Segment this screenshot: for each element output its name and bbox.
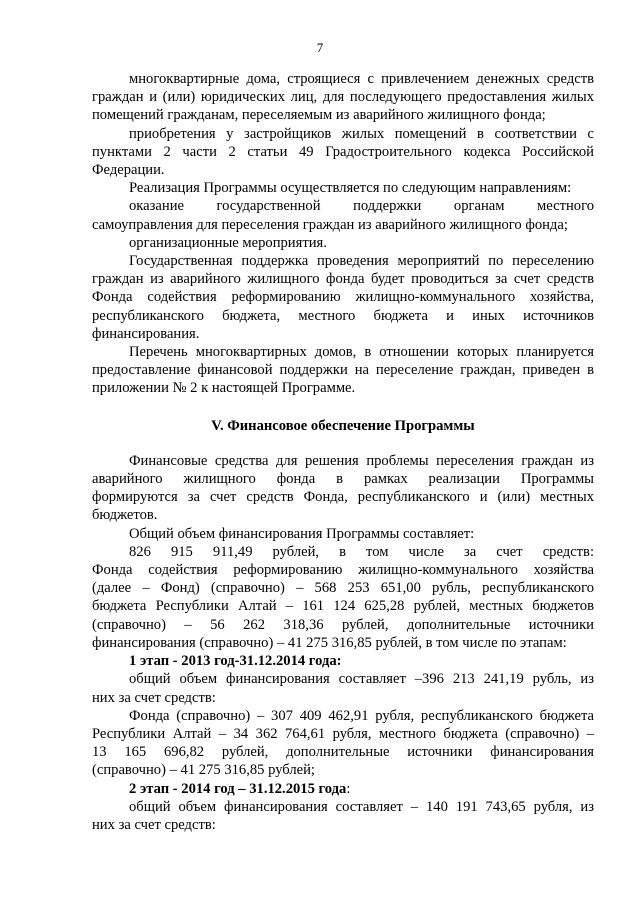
paragraph-line: Фонда содействия реформированию жилищно-коммунального хозяйства — [92, 562, 594, 579]
document-body — [92, 70, 594, 834]
paragraph-line: Фонда содействия реформированию жилищно-коммунального хозяйства, — [92, 289, 594, 306]
paragraph-line: 826 915 911,49 рублей, в том числе за счет средств: — [129, 543, 594, 560]
paragraph-line: самоуправления для переселения граждан из аварийного жилищного фонда; — [92, 216, 568, 233]
paragraph-line: пунктами 2 части 2 статьи 49 Градостроительного кодекса Российской — [92, 143, 594, 160]
paragraph-line: Фонда (справочно) – 307 409 462,91 рубля, республиканского бюджета — [129, 707, 594, 724]
paragraph-line: 2 этап - 2014 год – 31.12.2015 года: — [129, 780, 351, 797]
paragraph-line: помещений гражданам, переселяемым из аварийного жилищного фонда; — [92, 107, 546, 124]
paragraph-line: Федерации. — [92, 162, 165, 179]
top-paragraphs — [92, 70, 594, 398]
paragraph-line: (справочно) – 56 262 318,36 рублей, дополнительные источники — [92, 616, 594, 633]
paragraph-line: организационные мероприятия. — [129, 234, 327, 251]
bottom-paragraphs — [92, 452, 594, 834]
paragraph-line: приобретения у застройщиков жилых помещений в соответствии с — [129, 125, 594, 142]
paragraph-line: Республики Алтай – 34 362 764,61 рубля, местного бюджета (справочно) – — [92, 725, 594, 742]
paragraph-line: Государственная поддержка проведения мероприятий по переселению — [129, 253, 594, 270]
paragraph-line: оказание государственной поддержки органам местного — [129, 198, 594, 215]
paragraph-line: общий объем финансирования составляет – 140 191 743,65 рубля, из — [129, 798, 594, 815]
paragraph-line: Реализация Программы осуществляется по следующим направлениям: — [129, 180, 572, 197]
paragraph-line: предоставление финансовой поддержки на переселение граждан, приведен в — [92, 362, 594, 379]
paragraph-line: них за счет средств: — [92, 689, 216, 706]
paragraph-line: финансирования (справочно) – 41 275 316,85 рублей, в том числе по этапам: — [92, 634, 567, 651]
paragraph-line: финансирования. — [92, 325, 200, 342]
paragraph-line: общий объем финансирования составляет –396 213 241,19 рубль, из — [129, 671, 594, 688]
paragraph-line: Общий объем финансирования Программы составляет: — [129, 525, 475, 542]
paragraph-line: приложении № 2 к настоящей Программе. — [92, 380, 356, 397]
paragraph-line: Финансовые средства для решения проблемы переселения граждан из — [129, 452, 594, 469]
paragraph-line: них за счет средств: — [92, 816, 216, 833]
paragraph-line: граждан из аварийного жилищного фонда будет проводиться за счет средств — [92, 271, 594, 288]
paragraph-line: бюджетов. — [92, 507, 158, 524]
paragraph-line: бюджета Республики Алтай – 161 124 625,28 рублей, местных бюджетов — [92, 598, 594, 615]
paragraph-line: (далее – Фонд) (справочно) – 568 253 651,00 рубль, республиканского — [92, 580, 594, 597]
paragraph-line: аварийного жилищного фонда в рамках реализации Программы — [92, 471, 594, 488]
paragraph-line: формируются за счет средств Фонда, республиканского и (или) местных — [92, 489, 594, 506]
paragraph-line: 13 165 696,82 рублей, дополнительные источники финансирования — [92, 744, 594, 761]
page-number: 7 — [316, 40, 324, 55]
paragraph-line: (справочно) – 41 275 316,85 рублей; — [92, 762, 315, 779]
section-heading: V. Финансовое обеспечение Программы — [211, 417, 475, 434]
paragraph-line: граждан и (или) юридических лиц, для последующего предоставления жилых — [92, 89, 594, 106]
paragraph-line: республиканского бюджета, местного бюджета и иных источников — [92, 307, 594, 324]
paragraph-line: 1 этап - 2013 год-31.12.2014 года: — [129, 653, 342, 670]
paragraph-line: Перечень многоквартирных домов, в отношении которых планируется — [129, 344, 594, 361]
paragraph-line: многоквартирные дома, строящиеся с привлечением денежных средств — [129, 71, 594, 87]
